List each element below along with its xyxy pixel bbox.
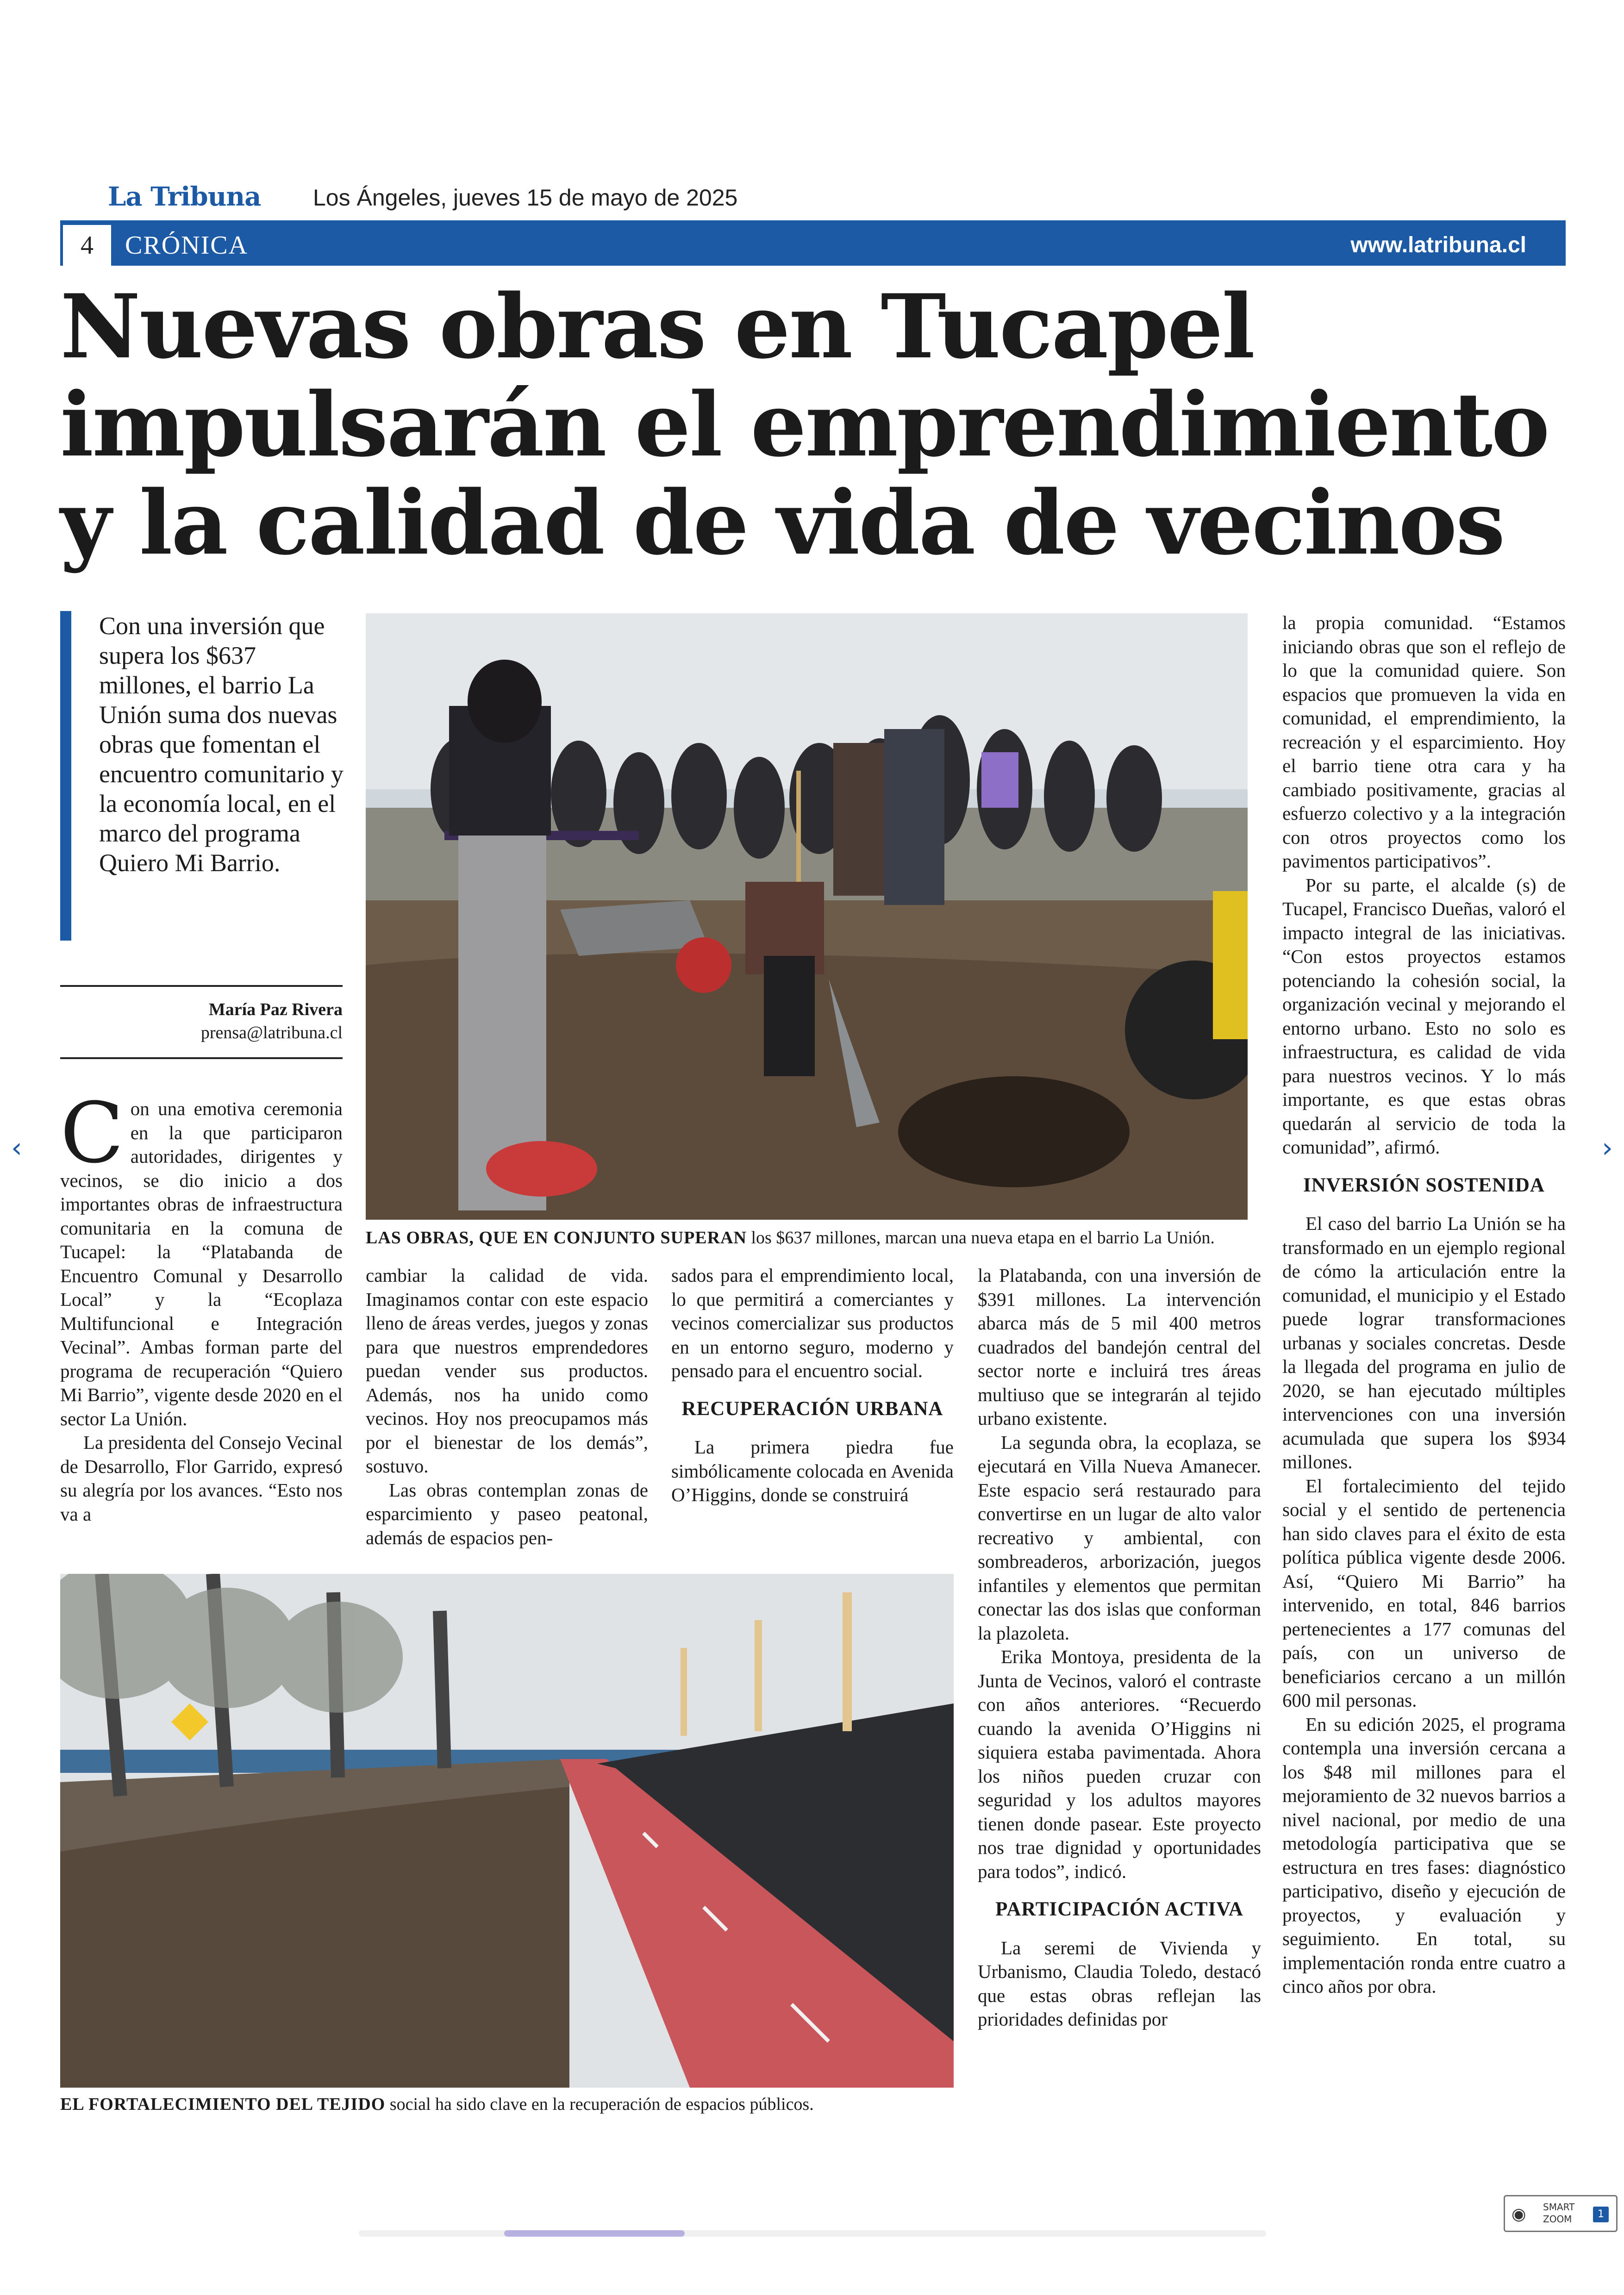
paragraph: la propia comunidad. “Estamos iniciando obras que son el reflejo de lo que la comunidad quiere. Son espacios que promueven la vida en comunidad, el emprendimiento, la recreación y el esparcimiento. Hoy el barrio tiene otra cara y ha cambiado positivamente, gracias al esfuerzo colectivo y a la integración con otros proyectos como los pavimentos participativos”.	[1282, 612, 1566, 872]
paragraph: cambiar la calidad de vida. Imaginamos contar con este espacio lleno de áreas verdes, juegos y zonas para que nuestros emprendedores puedan vender sus productos. Además, nos ha unido como vecinos. Hoy nos preocupamos más por el bienestar de los demás”, sostuvo.	[366, 1265, 648, 1477]
paragraph: El fortalecimiento del tejido social y el sentido de pertenencia han sido claves para el éxito de esta política pública vigente desde 2006. Así, “Quiero Mi Barrio” ha intervenido, en total, 846 barrios pertenecientes a 177 comunas del país, con un universo de beneficiarios cercano a un millón 600 mil personas.	[1282, 1475, 1566, 1711]
paragraph: La seremi de Vivienda y Urbanismo, Claudia Toledo, destacó que estas obras reflejan las prioridades definidas por	[978, 1937, 1261, 2030]
author-name: María Paz Rivera	[208, 1000, 343, 1019]
article-column-3	[671, 1264, 954, 1507]
article-column-4	[978, 1264, 1261, 2032]
article-lead: Con una inversión que supera los $637 millones, el barrio La Unión suma dos nuevas obras que fomentan el encuentro comunitario y la economía local, en el marco del programa Quiero Mi Barrio.	[60, 611, 347, 941]
issue-date: Los Ángeles, jueves 15 de mayo de 2025	[313, 185, 738, 211]
eye-icon: ◉	[1512, 2205, 1526, 2224]
photo-2-caption: EL FORTALECIMIENTO DEL TEJIDO social ha sido clave en la recuperación de espacios públicos.	[60, 2095, 814, 2114]
paragraph: la Platabanda, con una inversión de $391 millones. La intervención abarca más de 5 mil 400 metros cuadrados del bandejón central del sector norte e incluirá tres áreas multiuso que se integrarán al tejido urbano existente.	[978, 1265, 1261, 1429]
paragraph: Con una emotiva ceremonia en la que participaron autoridades, dirigentes y vecinos, se dio inicio a dos importantes obras de infraestructura comunitaria en la comuna de Tucapel: la “Platabanda de Encuentro Comunal y Desarrollo Local” y la “Ecoplaza Multifuncional e Integración Vecinal”. Ambas forman parte del programa de recuperación “Quiero Mi Barrio”, vigente desde 2020 en el sector La Unión.	[60, 1085, 343, 1429]
paragraph: La presidenta del Consejo Vecinal de Desarrollo, Flor Garrido, expresó su alegría por los avances. “Esto nos va a	[60, 1432, 343, 1525]
section-name: CRÓNICA	[111, 225, 1566, 266]
smart-zoom-button[interactable]	[1504, 2195, 1618, 2232]
article-headline: Nuevas obras en Tucapel impulsarán el emprendimiento y la calidad de vida de vecinos	[60, 275, 1549, 574]
smart-zoom-count: 1	[1593, 2207, 1609, 2222]
chevron-left-icon[interactable]: ‹	[11, 1132, 22, 1164]
subheading: INVERSIÓN SOSTENIDA	[1303, 1174, 1545, 1196]
website-url[interactable]: www.latribuna.cl	[1350, 233, 1526, 257]
paragraph: Erika Montoya, presidenta de la Junta de Vecinos, valoró el contraste con años anteriores. “Recuerdo cuando la avenida O’Higgins ni siquiera estaba pavimentada. Ahora los niños pueden cruzar con seguridad y los adultos mayores tienen donde pasear. Este proyecto nos trae dignidad y oportunidades para todos”, indicó.	[978, 1646, 1261, 1882]
photo-1-caption: LAS OBRAS, QUE EN CONJUNTO SUPERAN los $637 millones, marcan una nueva etapa en el barrio La Unión.	[366, 1228, 1215, 1247]
smart-zoom-label: SMART ZOOM	[1543, 2201, 1575, 2225]
paragraph: El caso del barrio La Unión se ha transformado en un ejemplo regional de cómo la articulación entre la comunidad, el municipio y el Estado puede lograr transformaciones urbanas y sociales concretas. Desde la llegada del programa en julio de 2020, se han ejecutado múltiples intervenciones con una inversión acumulada que supera los $934 millones.	[1282, 1213, 1566, 1472]
paragraph: La segunda obra, la ecoplaza, se ejecutará en Villa Nueva Amanecer. Este espacio será restaurado para convertirse en un lugar de alto valor recreativo y ambiental, con sombreaderos, arborización, juegos infantiles y elementos que permitan conectar las dos islas que conforman la plazoleta.	[978, 1431, 1261, 1644]
ceremony-photo	[366, 613, 1248, 1220]
page-scrollbar[interactable]	[359, 2230, 1266, 2237]
section-bar	[60, 220, 1566, 266]
chevron-right-icon[interactable]: ›	[1602, 1132, 1613, 1164]
newspaper-logo: La Tribuna	[108, 181, 261, 212]
paragraph: Las obras contemplan zonas de esparcimiento y paseo peatonal, además de espacios pen-	[366, 1479, 648, 1548]
paragraph: Por su parte, el alcalde (s) de Tucapel, Francisco Dueñas, valoró el impacto integral de las iniciativas. “Con estos proyectos estamos potenciando la cohesión social, la organización vecinal y mejorando el entorno urbano. Esto no solo es infraestructura, es calidad de vida para nuestros vecinos. Y lo más importante, es que estas obras quedarán al servicio de toda la comunidad”, afirmó.	[1282, 874, 1566, 1158]
subheading: RECUPERACIÓN URBANA	[681, 1397, 943, 1420]
scrollbar-thumb[interactable]	[504, 2230, 685, 2237]
article-column-5	[1282, 611, 1566, 1999]
page-number: 4	[60, 225, 111, 266]
article-column-2	[366, 1264, 648, 1550]
paragraph: sados para el emprendimiento local, lo que permitirá a comerciantes y vecinos comercializar sus productos en un entorno seguro, moderno y pensado para el encuentro social.	[671, 1265, 954, 1381]
paragraph: En su edición 2025, el programa contempla una inversión cercana a los $48 mil millones para el mejoramiento de 32 nuevos barrios a nivel nacional, por medio de una metodología participativa que se estructura en tres fases: diagnóstico participativo, diseño y ejecución de proyectos, y evaluación y seguimiento. En total, su implementación ronda entre cuatro a cinco años por obra.	[1282, 1713, 1566, 1997]
author-email[interactable]: prensa@latribuna.cl	[200, 1023, 343, 1042]
paragraph: La primera piedra fue simbólicamente colocada en Avenida O’Higgins, donde se construirá	[671, 1436, 954, 1505]
article-column-1	[60, 1085, 343, 1526]
subheading: PARTICIPACIÓN ACTIVA	[995, 1898, 1243, 1920]
bike-path-photo	[60, 1574, 954, 2088]
drop-cap: C	[60, 1085, 124, 1182]
byline	[60, 985, 343, 1059]
